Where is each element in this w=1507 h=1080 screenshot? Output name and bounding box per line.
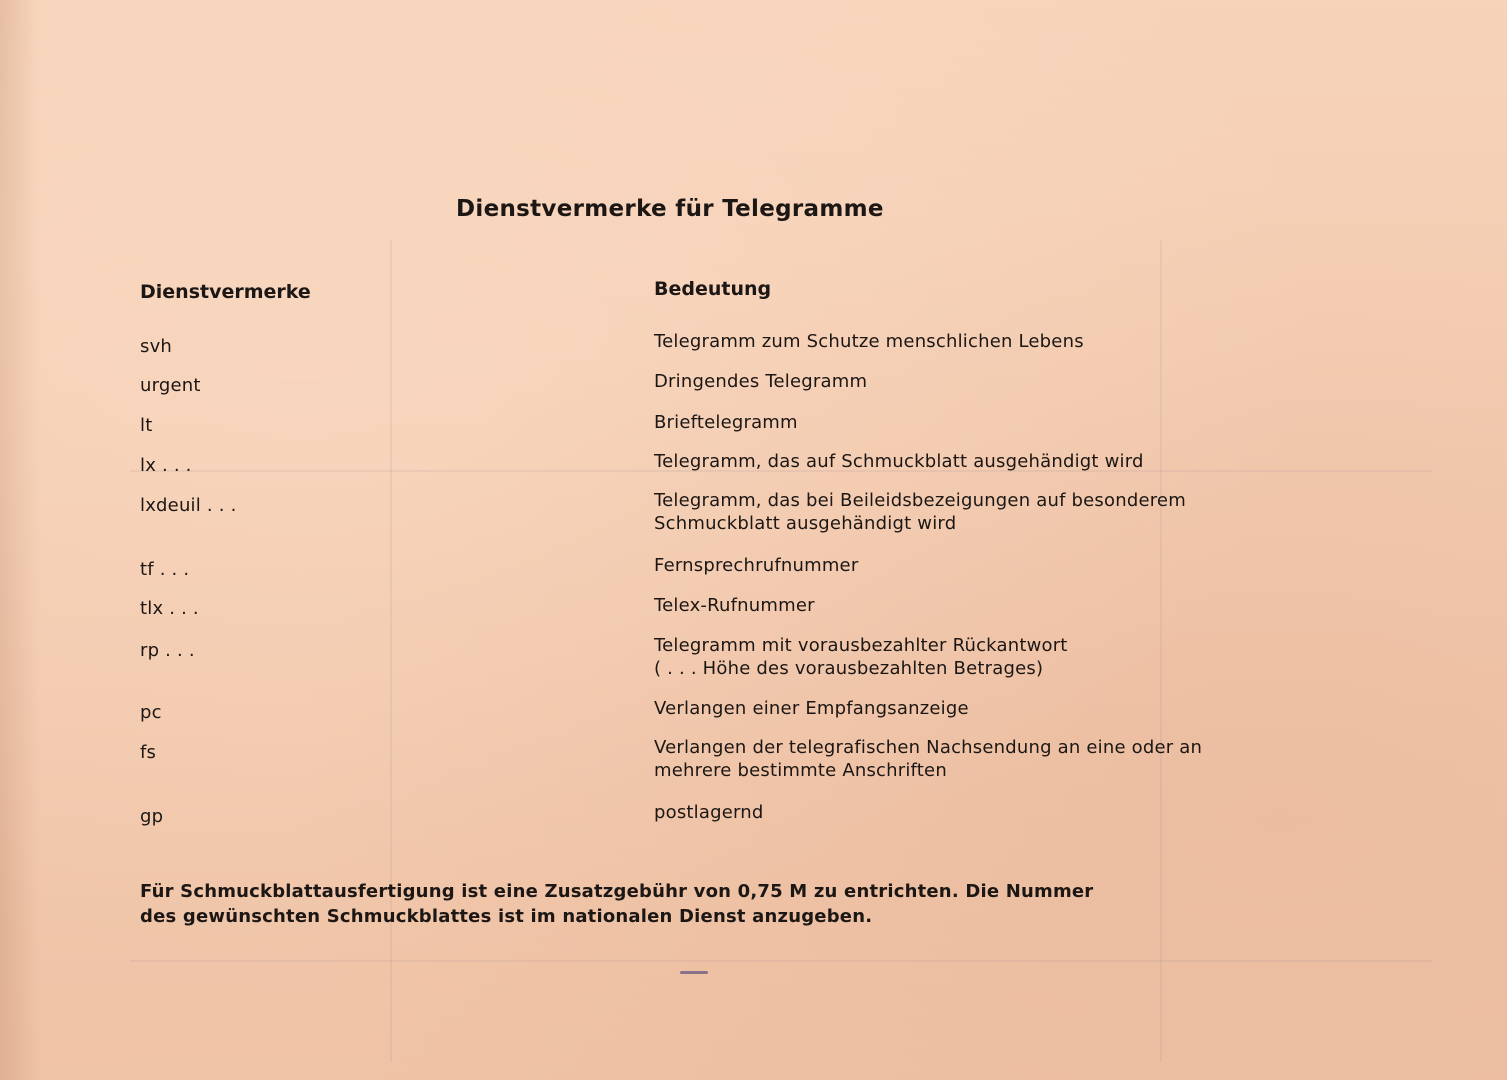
meaning-line: Telex-Rufnummer — [654, 595, 815, 616]
meaning-line: Telegramm zum Schutze menschlichen Lebens — [654, 331, 1084, 352]
ink-mark — [680, 971, 708, 974]
meaning-tlx — [654, 594, 815, 617]
meaning-line: Verlangen einer Empfangsanzeige — [654, 698, 969, 719]
meaning-line: ( . . . Höhe des vorausbezahlten Betrages) — [654, 658, 1044, 679]
meaning-lx — [654, 450, 1144, 473]
meaning-urgent — [654, 370, 867, 393]
code-tf: tf . . . — [140, 559, 190, 580]
code-svh: svh — [140, 336, 173, 357]
meaning-line: Verlangen der telegrafischen Nachsendung an eine oder an — [654, 737, 1203, 758]
code-gp: gp — [140, 806, 164, 827]
meaning-rp — [654, 634, 1068, 680]
meaning-lxdeuil — [654, 489, 1186, 535]
column-header-code: Dienstvermerke — [140, 281, 311, 303]
meaning-line: Telegramm mit vorausbezahlter Rückantwort — [654, 635, 1068, 656]
show-through-line — [390, 240, 392, 1062]
meaning-lt — [654, 411, 798, 434]
meaning-line: mehrere bestimmte Anschriften — [654, 760, 947, 781]
code-urgent: urgent — [140, 375, 201, 396]
code-lxdeuil: lxdeuil . . . — [140, 495, 237, 516]
code-fs: fs — [140, 742, 157, 763]
column-header-meaning: Bedeutung — [654, 278, 772, 300]
meaning-line: postlagernd — [654, 802, 764, 823]
code-lx: lx . . . — [140, 455, 192, 476]
fee-footnote — [140, 879, 1093, 929]
meaning-svh — [654, 330, 1084, 353]
show-through-line — [1160, 240, 1162, 1062]
footnote-line: des gewünschten Schmuckblattes ist im nationalen Dienst anzugeben. — [140, 906, 873, 927]
meaning-fs — [654, 736, 1202, 782]
code-rp: rp . . . — [140, 640, 195, 661]
page-title: Dienstvermerke für Telegramme — [456, 196, 884, 222]
code-lt: lt — [140, 415, 153, 436]
meaning-line: Brieftelegramm — [654, 412, 798, 433]
meaning-line: Dringendes Telegramm — [654, 371, 868, 392]
meaning-line: Telegramm, das auf Schmuckblatt ausgehändigt wird — [654, 451, 1144, 472]
meaning-line: Fernsprechrufnummer — [654, 555, 859, 576]
footnote-line: Für Schmuckblattausfertigung ist eine Zusatzgebühr von 0,75 M zu entrichten. Die Nummer — [140, 881, 1094, 902]
meaning-line: Schmuckblatt ausgehändigt wird — [654, 513, 957, 534]
meaning-tf — [654, 554, 858, 577]
meaning-line: Telegramm, das bei Beileidsbezeigungen auf besonderem — [654, 490, 1186, 511]
code-tlx: tlx . . . — [140, 598, 199, 619]
show-through-line — [130, 960, 1432, 962]
code-pc: pc — [140, 702, 162, 723]
meaning-gp — [654, 801, 764, 824]
meaning-pc — [654, 697, 969, 720]
